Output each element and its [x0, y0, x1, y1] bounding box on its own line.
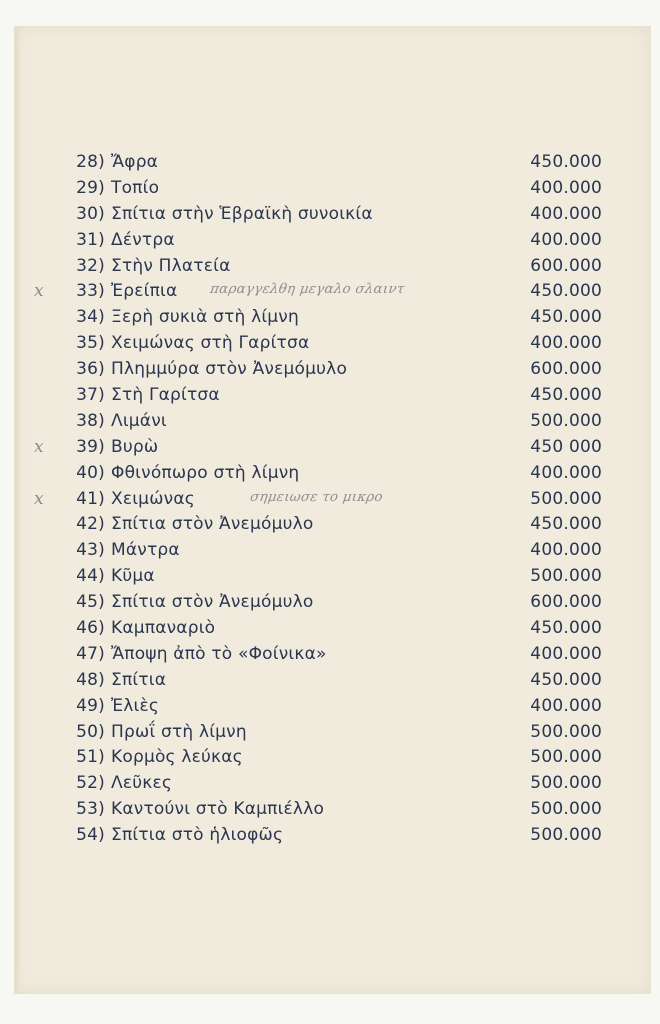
item-price: 450.000: [530, 152, 602, 172]
item-title: Τοπίο: [111, 177, 160, 198]
item-number: 33): [76, 281, 105, 302]
item-price: 500.000: [530, 566, 602, 587]
item-number: 47): [76, 643, 105, 664]
item-number: 44): [76, 566, 105, 587]
list-item: [50, 616, 602, 642]
list-item: [50, 564, 602, 590]
item-title: Σπίτια στὸν Ἀνεμόμυλο: [111, 592, 314, 613]
item-title: Πλημμύρα στὸν Ἀνεμόμυλο: [111, 359, 348, 380]
item-number: 53): [76, 799, 105, 820]
item-price: 500.000: [530, 825, 602, 846]
item-price: 400.000: [530, 540, 602, 561]
item-number: 45): [76, 592, 105, 613]
item-title: Φθινόπωρο στὴ λίμνη: [111, 462, 300, 483]
artwork-price-list: [34, 150, 602, 849]
item-title: Καντούνι στὸ Καμπιέλλο: [111, 799, 325, 820]
item-title: Βυρὼ: [111, 436, 159, 457]
item-price: 500.000: [530, 773, 602, 794]
list-item: [34, 279, 602, 305]
handwritten-annotation: σημειωσε το μικρο: [249, 488, 384, 505]
item-price: 400.000: [530, 177, 602, 198]
list-item: [50, 202, 602, 228]
item-price: 600.000: [530, 255, 602, 276]
item-title: Ἐλιὲς: [111, 695, 160, 716]
item-price: 500.000: [530, 488, 602, 509]
handwritten-annotation: παραγγελθη μεγαλο σλαιντ: [209, 281, 406, 298]
item-number: 50): [76, 721, 105, 742]
handwritten-x-mark: x: [34, 488, 44, 509]
list-item: [50, 357, 602, 383]
item-price: 500.000: [530, 799, 602, 820]
item-number: 29): [76, 177, 105, 198]
item-number: 51): [76, 747, 105, 768]
item-price: 500.000: [530, 721, 602, 742]
list-item: [50, 538, 602, 564]
item-title: Λεῦκες: [111, 773, 173, 794]
list-item: [50, 176, 602, 202]
item-number: 42): [76, 514, 105, 535]
item-title: Σπίτια στὸν Ἀνεμόμυλο: [111, 514, 314, 535]
item-title: Λιμάνι: [111, 410, 167, 431]
item-number: 49): [76, 695, 105, 716]
item-number: 32): [76, 255, 105, 276]
handwritten-x-mark: x: [34, 281, 44, 302]
list-item: [50, 745, 602, 771]
item-price: 400.000: [530, 462, 602, 483]
list-item: [50, 331, 602, 357]
list-item: [50, 254, 602, 280]
item-price: 450.000: [530, 514, 602, 535]
item-price: 600.000: [530, 359, 602, 380]
item-number: 48): [76, 669, 105, 690]
item-title: Μάντρα: [111, 540, 180, 561]
item-number: 37): [76, 385, 105, 406]
item-number: 54): [76, 825, 105, 846]
item-title: Στὴν Πλατεία: [111, 255, 231, 276]
item-title: Χειμώνας: [111, 488, 195, 509]
item-number: 38): [76, 410, 105, 431]
item-price: 500.000: [530, 747, 602, 768]
list-item: [50, 668, 602, 694]
list-item: [50, 305, 602, 331]
list-item: [50, 512, 602, 538]
catalog-page: [14, 26, 651, 994]
list-item: [50, 409, 602, 435]
item-number: 52): [76, 773, 105, 794]
list-item: [50, 642, 602, 668]
list-item: [50, 694, 602, 720]
item-price: 500.000: [530, 410, 602, 431]
item-title: Χειμώνας στὴ Γαρίτσα: [111, 333, 310, 354]
item-title: Σπίτια στὸ ἡλιοφῶς: [111, 825, 284, 846]
item-price: 450 000: [530, 436, 602, 457]
item-number: 34): [76, 307, 105, 328]
item-price: 600.000: [530, 592, 602, 613]
item-number: 31): [76, 229, 105, 250]
item-title: Σπίτια στὴν Ἑβραϊκὴ συνοικία: [111, 203, 373, 224]
item-price: 400.000: [530, 643, 602, 664]
item-price: 400.000: [530, 203, 602, 224]
item-title: Ἐρείπια: [111, 281, 178, 302]
item-title: Καμπαναριὸ: [111, 618, 216, 639]
item-title: Δέντρα: [111, 229, 175, 250]
item-title: Σπίτια: [111, 669, 167, 690]
item-price: 450.000: [530, 385, 602, 406]
item-price: 450.000: [530, 307, 602, 328]
item-number: 39): [76, 436, 105, 457]
list-item: [50, 228, 602, 254]
handwritten-x-mark: x: [34, 436, 44, 457]
list-item: [50, 720, 602, 746]
list-item: [50, 797, 602, 823]
item-price: 450.000: [530, 281, 602, 302]
item-title: Πρωΐ στὴ λίμνη: [111, 721, 247, 742]
list-item: [50, 383, 602, 409]
item-price: 400.000: [530, 333, 602, 354]
list-item: [50, 461, 602, 487]
item-price: 400.000: [530, 229, 602, 250]
item-title: Κῦμα: [111, 566, 155, 587]
item-number: 46): [76, 618, 105, 639]
item-title: Ἄφρα: [111, 152, 159, 172]
item-number: 43): [76, 540, 105, 561]
item-number: 28): [76, 152, 105, 172]
item-title: Ξερὴ συκιὰ στὴ λίμνη: [111, 307, 299, 328]
list-item: [50, 823, 602, 849]
item-number: 41): [76, 488, 105, 509]
item-price: 400.000: [530, 695, 602, 716]
item-number: 35): [76, 333, 105, 354]
item-price: 450.000: [530, 669, 602, 690]
page-fold-edge: [14, 26, 19, 994]
item-price: 450.000: [530, 618, 602, 639]
item-title: Ἄποψη ἀπὸ τὸ «Φοίνικα»: [111, 643, 327, 664]
list-item: [50, 590, 602, 616]
list-item: [50, 150, 602, 176]
item-number: 36): [76, 359, 105, 380]
list-item: [50, 771, 602, 797]
list-item: [34, 487, 602, 513]
item-number: 40): [76, 462, 105, 483]
item-title: Στὴ Γαρίτσα: [111, 385, 220, 406]
item-number: 30): [76, 203, 105, 224]
item-title: Κορμὸς λεύκας: [111, 747, 243, 768]
list-item: [34, 435, 602, 461]
